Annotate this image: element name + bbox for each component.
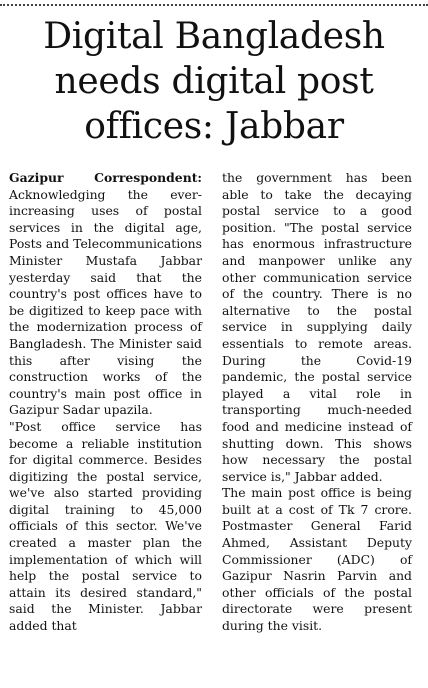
headline-line-3: offices: Jabbar (84, 106, 344, 147)
paragraph: The main post office is being built at a cost of Tk 7 crore. Postmaster General Farid Ahmed, Assistant Deputy Commissioner (ADC) of Gazipur Nasrin Parvin and other officials of the postal directorate were present during the visit. (222, 485, 412, 634)
paragraph: "Post office service has become a reliable institution for digital commerce. Besides digitizing the postal service, we've also started providing digital training to 45,000 officials of this sector. We've created a master plan the implementation of which will help the postal service to attain its desired standard," said the Minister. Jabbar added that (9, 418, 202, 634)
paragraph-text: Acknowledging the ever-increasing uses of postal services in the digital age, Posts and Telecommunications Minister Mustafa Jabbar yesterday said that the country's post offices have to be digitized to keep pace with the modernization process of Bangladesh. The Minister said this after vising the construction works of the country's main post office in Gazipur Sadar upazila. (9, 186, 202, 418)
headline (0, 14, 428, 149)
article-column-left (9, 170, 202, 635)
article-column-right (222, 170, 412, 635)
headline-line-2: needs digital post (54, 61, 374, 102)
paragraph (9, 170, 202, 419)
top-dotted-rule (0, 4, 428, 6)
byline: Gazipur Correspondent: (9, 170, 202, 185)
headline-line-1: Digital Bangladesh (43, 16, 385, 57)
paragraph: the government has been able to take the decaying postal service to a good position. "The postal service has enormous infrastructure and manpower unlike any other communication service of the country. There is no alternative to the postal service in supplying daily essentials to remote areas. During the Covid-19 pandemic, the postal service played a vital role in transporting much-needed food and medicine instead of shutting down. This shows how necessary the postal service is," Jabbar added. (222, 170, 412, 484)
